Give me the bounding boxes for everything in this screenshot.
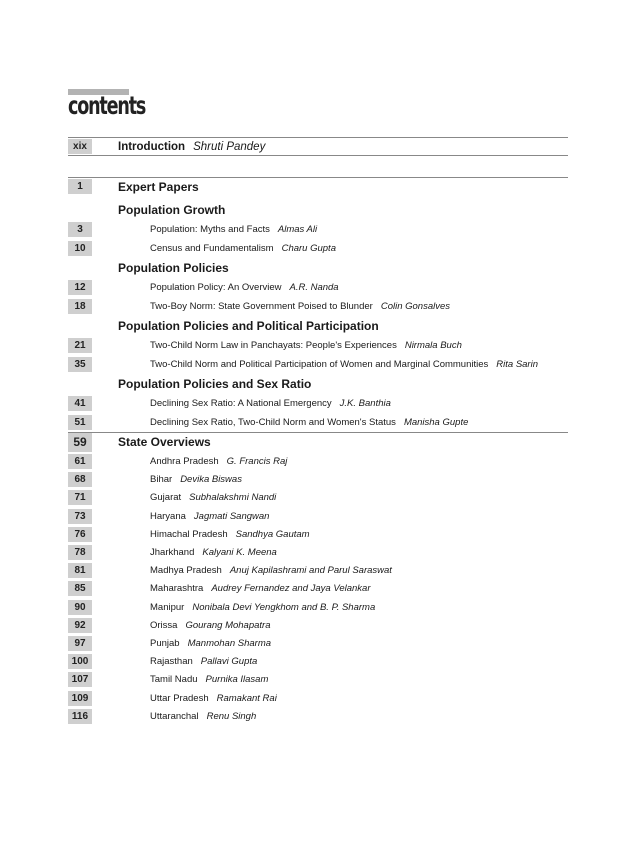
toc-entry[interactable] bbox=[68, 671, 268, 688]
page-number: 92 bbox=[68, 618, 92, 633]
entry-title: Andhra Pradesh bbox=[150, 456, 219, 467]
toc-entry[interactable] bbox=[68, 617, 270, 634]
entry-author: Audrey Fernandez and Jaya Velankar bbox=[211, 583, 371, 595]
entry-title: Madhya Pradesh bbox=[150, 565, 222, 577]
toc-entry[interactable] bbox=[68, 356, 538, 373]
page-number: 3 bbox=[68, 222, 92, 237]
entry-title: Two-Child Norm and Political Participation of Women and Marginal Communities bbox=[150, 359, 489, 370]
entry-author: G. Francis Raj bbox=[226, 456, 288, 467]
group-title: Population Policies and Political Participation bbox=[118, 319, 379, 333]
page-number: 35 bbox=[68, 357, 92, 372]
entry-author: Subhalakshmi Nandi bbox=[189, 492, 277, 504]
toc-entry[interactable] bbox=[68, 599, 375, 616]
group-title: Population Growth bbox=[118, 203, 226, 217]
entry-author: Shruti Pandey bbox=[193, 140, 266, 153]
toc-entry[interactable] bbox=[68, 240, 336, 257]
entry-author: Kalyani K. Meena bbox=[202, 547, 277, 558]
entry-author: Purnika Ilasam bbox=[205, 674, 269, 686]
entry-title: Census and Fundamentalism bbox=[150, 243, 274, 254]
entry-author: Manmohan Sharma bbox=[187, 638, 272, 649]
entry-title: Orissa bbox=[150, 619, 178, 631]
entry-title: Tamil Nadu bbox=[150, 674, 198, 686]
entry-author: Devika Biswas bbox=[180, 474, 242, 486]
page-number: 68 bbox=[68, 472, 92, 487]
toc-entry[interactable] bbox=[68, 580, 370, 597]
entry-title: Haryana bbox=[150, 510, 186, 522]
page-number: 12 bbox=[68, 280, 92, 295]
toc-entry[interactable] bbox=[68, 221, 317, 238]
entry-author: Renu Singh bbox=[206, 710, 257, 722]
entry-author: Gourang Mohapatra bbox=[185, 619, 271, 631]
page-number: 78 bbox=[68, 545, 92, 560]
entry-title: Manipur bbox=[150, 601, 185, 613]
toc-entry[interactable] bbox=[68, 526, 310, 543]
page-number: 61 bbox=[68, 454, 92, 469]
entry-title: Bihar bbox=[150, 474, 173, 486]
entry-title: Punjab bbox=[150, 638, 180, 649]
entry-title: Gujarat bbox=[150, 492, 182, 504]
entry-title: Rajasthan bbox=[150, 656, 193, 668]
entry-author: Jagmati Sangwan bbox=[193, 510, 270, 522]
page-number: 100 bbox=[68, 654, 92, 669]
entry-author: Manisha Gupte bbox=[403, 417, 469, 428]
toc-entry[interactable] bbox=[68, 562, 392, 579]
entry-title: Declining Sex Ratio, Two-Child Norm and Women's Status bbox=[150, 417, 396, 428]
entry-author: Nonibala Devi Yengkhom and B. P. Sharma bbox=[192, 601, 376, 613]
page-number: 76 bbox=[68, 527, 92, 542]
page-number: 97 bbox=[68, 636, 92, 651]
entry-title: Two-Child Norm Law in Panchayats: People's Experiences bbox=[150, 340, 397, 351]
page-number: 73 bbox=[68, 509, 92, 524]
toc-entry[interactable] bbox=[68, 471, 242, 488]
group-title: Population Policies bbox=[118, 261, 229, 275]
toc-entry[interactable] bbox=[68, 508, 269, 525]
page-number: 71 bbox=[68, 490, 92, 505]
entry-author: Anuj Kapilashrami and Parul Saraswat bbox=[229, 565, 392, 577]
page-number: 10 bbox=[68, 241, 92, 256]
entry-author: A.R. Nanda bbox=[289, 282, 339, 293]
page-number: 51 bbox=[68, 415, 92, 430]
entry-author: Colin Gonsalves bbox=[380, 301, 450, 312]
toc-entry[interactable] bbox=[68, 337, 462, 354]
entry-title: Jharkhand bbox=[150, 547, 195, 558]
toc-entry[interactable] bbox=[68, 708, 256, 725]
section-title: Expert Papers bbox=[118, 179, 199, 194]
toc-entry-state-overviews[interactable] bbox=[68, 432, 211, 452]
toc-entry[interactable] bbox=[68, 279, 339, 296]
page-number: 90 bbox=[68, 600, 92, 615]
entry-author: Almas Ali bbox=[277, 224, 318, 235]
page-number: xix bbox=[68, 139, 92, 154]
divider bbox=[68, 155, 568, 156]
entry-title: Two-Boy Norm: State Government Poised to Blunder bbox=[150, 301, 373, 312]
entry-author: Nirmala Buch bbox=[404, 340, 462, 351]
entry-title: Uttaranchal bbox=[150, 710, 199, 722]
page-number: 1 bbox=[68, 179, 92, 194]
toc-entry-intro[interactable] bbox=[68, 138, 265, 155]
toc-entry[interactable] bbox=[68, 635, 271, 652]
entry-title: Himachal Pradesh bbox=[150, 528, 228, 540]
toc-entry[interactable] bbox=[68, 298, 450, 315]
entry-title: Declining Sex Ratio: A National Emergency bbox=[150, 398, 332, 409]
page-title: contents bbox=[68, 91, 146, 120]
entry-author: Charu Gupta bbox=[281, 243, 336, 254]
page-number: 85 bbox=[68, 581, 92, 596]
section-title: State Overviews bbox=[118, 435, 211, 449]
entry-title: Population Policy: An Overview bbox=[150, 282, 282, 293]
page-number: 18 bbox=[68, 299, 92, 314]
page-number: 107 bbox=[68, 672, 92, 687]
page-number: 109 bbox=[68, 691, 92, 706]
entry-author: Ramakant Rai bbox=[216, 692, 277, 704]
entry-author: J.K. Banthia bbox=[339, 398, 391, 409]
toc-entry[interactable] bbox=[68, 544, 277, 561]
page-number: 81 bbox=[68, 563, 92, 578]
toc-entry[interactable] bbox=[68, 653, 257, 670]
page-number: 41 bbox=[68, 396, 92, 411]
toc-entry[interactable] bbox=[68, 395, 391, 412]
entry-title: Maharashtra bbox=[150, 583, 204, 595]
toc-entry-expert-papers[interactable] bbox=[68, 178, 199, 195]
entry-title: Uttar Pradesh bbox=[150, 692, 209, 704]
toc-entry[interactable] bbox=[68, 690, 277, 707]
group-title: Population Policies and Sex Ratio bbox=[118, 377, 312, 391]
toc-entry[interactable] bbox=[68, 414, 468, 431]
toc-entry[interactable] bbox=[68, 489, 276, 506]
entry-author: Pallavi Gupta bbox=[200, 656, 258, 668]
entry-author: Rita Sarin bbox=[496, 359, 538, 370]
entry-title: Population: Myths and Facts bbox=[150, 224, 270, 235]
entry-title: Introduction bbox=[118, 140, 186, 153]
toc-entry[interactable] bbox=[68, 453, 287, 470]
entry-author: Sandhya Gautam bbox=[235, 528, 310, 540]
page-number: 116 bbox=[68, 709, 92, 724]
page-number: 59 bbox=[68, 433, 92, 452]
page-number: 21 bbox=[68, 338, 92, 353]
